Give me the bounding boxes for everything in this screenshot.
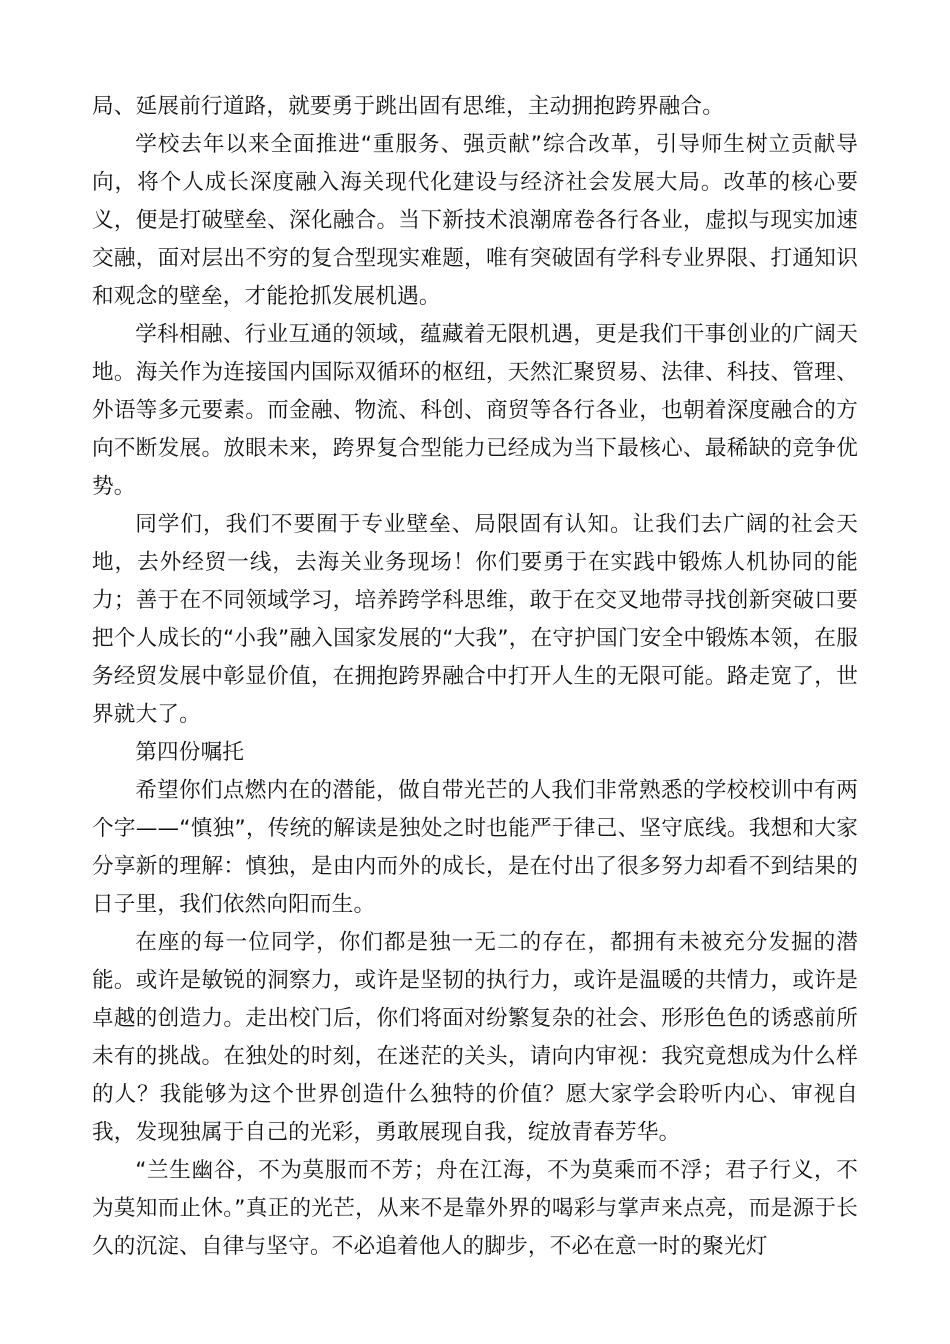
paragraph-potential: 希望你们点燃内在的潜能，做自带光芒的人我们非常熟悉的学校校训中有两个字——“慎独”，传统的解读是独处之时也能严于律己、坚守底线。我想和大家分享新的理解：慎独，是由内而外的成长，是在付出了很多努力却看不到结果的日子里，我们依然向阳而生。 [92,778,858,917]
paragraph-unique: 在座的每一位同学，你们都是独一无二的存在，都拥有未被充分发掘的潜能。或许是敏锐的洞察力，或许是坚韧的执行力，或许是温暖的共情力，或许是卓越的创造力。走出校门后，你们将面对纷繁复杂的社会、形形色色的诱惑前所未有的挑战。在独处的时刻，在迷茫的关头，请向内审视：我究竟想成为什么样的人？我能够为这个世界创造什么独特的价值？愿大家学会聆听内心、审视自我，发现独属于自己的光彩，勇敢展现自我，绽放青春芳华。 [92,930,858,1145]
paragraph-students-call: 同学们，我们不要囿于专业壁垒、局限固有认知。让我们去广阔的社会天地，去外经贸一线，去海关业务现场！你们要勇于在实践中锻炼人机协同的能力；善于在不同领域学习，培养跨学科思维，敢于在交叉地带寻找创新突破口要把个人成长的“小我”融入国家发展的“大我”，在守护国门安全中锻炼本领，在服务经贸发展中彰显价值，在拥抱跨界融合中打开人生的无限可能。路走宽了，世界就大了。 [92,512,858,727]
paragraph-continuation: 局、延展前行道路，就要勇于跳出固有思维，主动拥抱跨界融合。 [92,94,725,119]
paragraph-reform: 学校去年以来全面推进“重服务、强贡献”综合改革，引导师生树立贡献导向，将个人成长深度融入海关现代化建设与经济社会发展大局。改革的核心要义，便是打破壁垒、深化融合。当下新技术浪潮席卷各行各业，虚拟与现实加速交融，面对层出不穷的复合型现实难题，唯有突破固有学科专业界限、打通知识和观念的壁垒，才能抢抓发展机遇。 [92,132,858,309]
paragraph-opportunities: 学科相融、行业互通的领域，蕴藏着无限机遇，更是我们干事创业的广阔天地。海关作为连接国内国际双循环的枢纽，天然汇聚贸易、法律、科技、管理、外语等多元要素。而金融、物流、科创、商贸等各行各业，也朝着深度融合的方向不断发展。放眼未来，跨界复合型能力已经成为当下最核心、最稀缺的竞争优势。 [92,322,858,499]
document-page [92,88,858,1266]
paragraph-quote: “兰生幽谷，不为莫服而不芳；舟在江海，不为莫乘而不浮；君子行义，不为莫知而止休。”真正的光芒，从来不是靠外界的喝彩与掌声来点亮，而是源于长久的沉淀、自律与坚守。不必追着他人的脚步，不必在意一时的聚光灯 [92,1158,858,1259]
section-heading: 第四份嘱托 [135,740,245,765]
